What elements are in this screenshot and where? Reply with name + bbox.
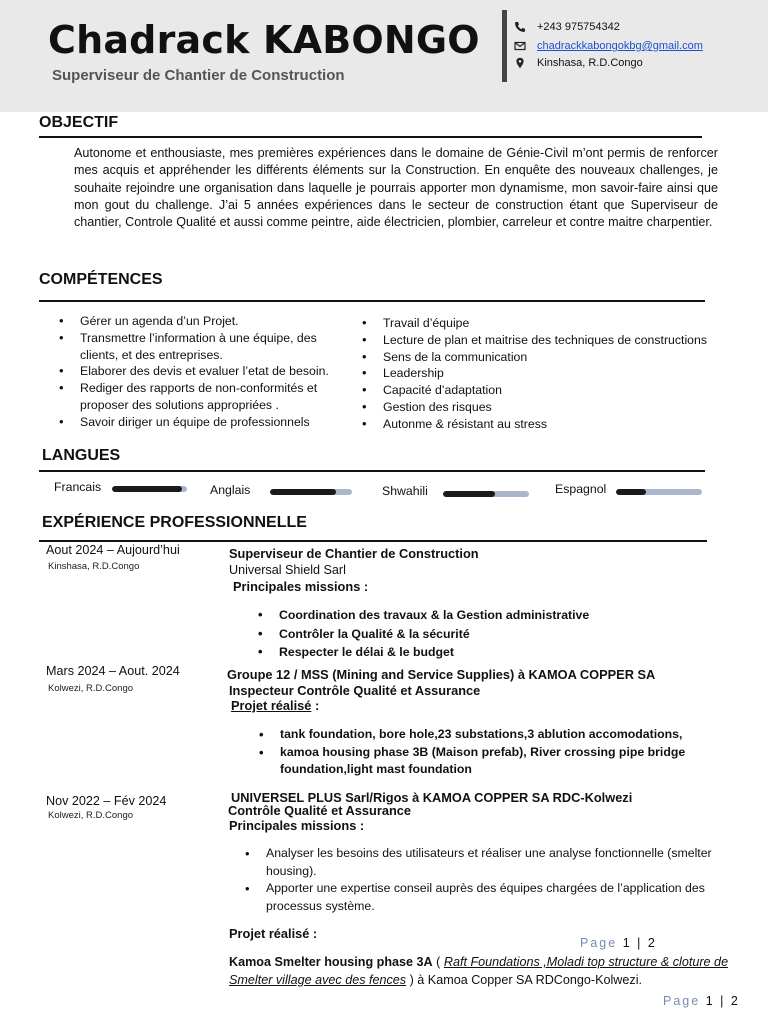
experience-rule [39,540,707,542]
language-level-bar [270,489,352,495]
list-item: • Savoir diriger un équipe de professionnels [56,414,348,431]
page-label: Page [580,936,618,950]
list-item: • Travail d’équipe [359,315,759,332]
project-close: ) à Kamoa Copper SA RDCongo-Kolwezi. [406,973,643,987]
job-project-label: Projet réalisé : [229,926,318,941]
objective-rule [39,136,702,138]
project-open: ( [432,955,444,969]
job-project-label [231,698,319,713]
location-text: Kinshasa, R.D.Congo [537,57,643,69]
project-name: Kamoa Smelter housing phase 3A [229,955,433,969]
job-title: Superviseur de Chantier de Construction [52,67,345,84]
phone-icon [514,21,526,33]
list-item: • Sens de la communication [359,349,759,366]
list-item: • kamoa housing phase 3B (Maison prefab), River crossing pipe bridge foundation,light mast foundation [256,744,716,779]
job-location: Kolwezi, R.D.Congo [48,810,134,821]
list-item: • Respecter le délai & le budget [255,643,715,662]
list-item: • Lecture de plan et maitrise des techniques de constructions [359,332,759,349]
list-item: • Elaborer des devis et evaluer l’etat de besoin. [56,363,348,380]
list-item: • Rediger des rapports de non-conformités et proposer des solutions appropriées . [56,380,348,414]
header-divider [502,10,507,82]
list-item: • tank foundation, bore hole,23 substations,3 ablution accomodations, [256,726,716,744]
list-item: • Gestion des risques [359,399,759,416]
job-project-text [229,953,729,989]
language-level-fill [443,491,495,497]
job-title: Superviseur de Chantier de Construction [229,546,479,561]
project-label-colon: : [311,698,320,713]
header-band [0,0,768,112]
objective-heading: OBJECTIF [39,114,119,131]
list-item: • Contrôler la Qualité & la sécurité [255,625,715,644]
job-title: Groupe 12 / MSS (Mining and Service Supplies) à KAMOA COPPER SA [227,667,656,682]
language-name: Francais [54,480,102,494]
project-label-text: Projet réalisé [231,698,312,713]
map-pin-icon [514,57,526,69]
skills-list-right [359,315,759,433]
list-item: • Coordination des travaux & la Gestion administrative [255,606,715,625]
languages-heading: LANGUES [42,447,121,464]
page-current: 1 [622,936,632,950]
email-link[interactable]: chadrackkabongokbg@gmail.com [537,40,703,52]
list-item: • Capacité d’adaptation [359,382,759,399]
page-number-footer [663,994,740,1008]
mail-icon [514,40,526,52]
job-date: Nov 2022 – Fév 2024 [46,794,167,808]
list-item: • Leadership [359,365,759,382]
contact-email [514,40,703,52]
language-level-fill [112,486,182,492]
language-name: Espagnol [555,482,607,496]
phone-number: +243 975754342 [537,21,620,33]
page-current: 1 [705,994,715,1008]
contact-location [514,57,643,69]
language-level-fill [270,489,336,495]
list-item: • Analyser les besoins des utilisateurs et réaliser une analyse fonctionnelle (smelter housing). [242,845,732,880]
job-missions-label: Principales missions : [229,818,365,833]
objective-text: Autonome et enthousiaste, mes premières expériences dans le domaine de Génie-Civil m’ont permis de renforcer mes acquis et appréhender les différents éléments sur la Construction. En enquête des nouveaux challenges, je souhaite rejoindre une organisation dans laquelle je pourrais apporter mon dynamisme, mon savoir-faire ainsi que mon gout du challenge. J’ai 5 années expériences dans le secteur de construction étant que Superviseur de chantier, Controle Qualité et aussi comme peintre, aide électricien, plombier, carreleur et contre maitre charpentier. [74,146,718,230]
job-company: Contrôle Qualité et Assurance [228,803,411,818]
list-item: • Gérer un agenda d’un Projet. [56,313,348,330]
list-item: • Apporter une expertise conseil auprès des équipes chargées de l’application des processus système. [242,880,732,915]
language-level-fill [616,489,646,495]
job-date: Mars 2024 – Aout. 2024 [46,664,180,678]
page-number-inner [580,936,657,950]
job-date: Aout 2024 – Aujourd’hui [46,543,180,557]
job-company: Inspecteur Contrôle Qualité et Assurance [229,683,481,698]
language-name: Shwahili [382,484,428,498]
job-project-list [256,726,716,779]
list-item: • Transmettre l’information à une équipe, des clients, et des entreprises. [56,330,348,364]
skills-heading: COMPÉTENCES [39,271,163,288]
language-name: Anglais [210,483,251,497]
job-company: Universal Shield Sarl [229,563,346,577]
language-level-bar [443,491,529,497]
page-label: Page [663,994,701,1008]
project-detail: Raft Foundations ,Moladi top structure & cloture de Smelter village avec des fences [229,955,729,987]
contact-phone [514,21,620,33]
languages-rule [39,470,705,472]
language-level-bar [112,486,187,492]
job-location: Kolwezi, R.D.Congo [48,683,134,694]
job-title: UNIVERSEL PLUS Sarl/Rigos à KAMOA COPPER SA RDC-Kolwezi [231,790,633,805]
page-separator: | [720,994,726,1008]
skills-list-left [56,313,348,431]
candidate-name: Chadrack KABONGO [48,18,480,62]
list-item: • Autonme & résistant au stress [359,416,759,433]
experience-heading: EXPÉRIENCE PROFESSIONNELLE [42,514,307,531]
skills-rule [39,300,705,302]
language-level-bar [616,489,702,495]
job-missions-list [255,606,715,662]
page-separator: | [637,936,643,950]
page-total: 2 [730,994,740,1008]
job-location: Kinshasa, R.D.Congo [48,561,140,572]
page-total: 2 [647,936,657,950]
job-missions-list [242,845,732,915]
job-missions-label: Principales missions : [233,579,369,594]
